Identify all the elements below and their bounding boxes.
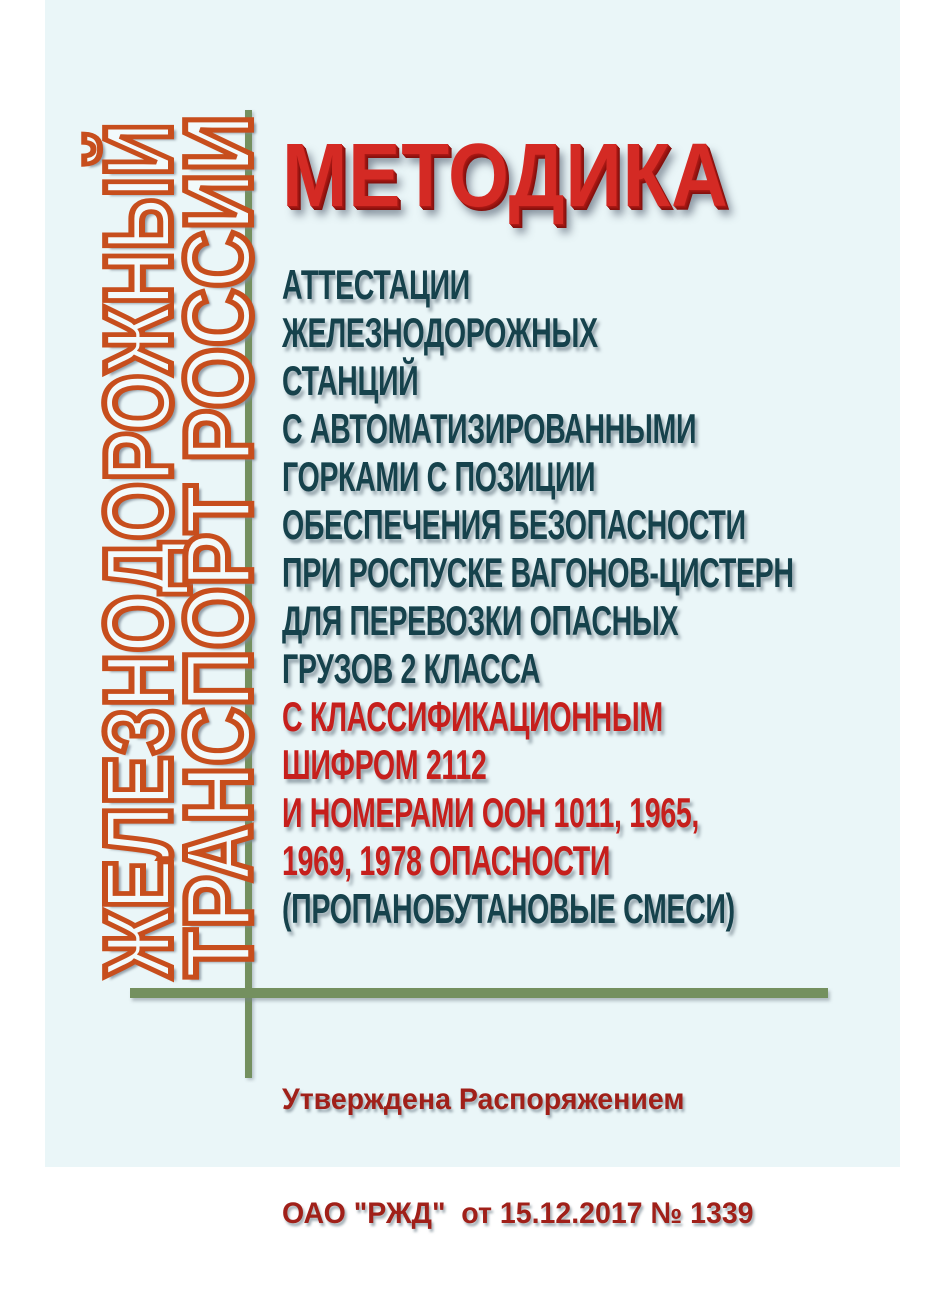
subtitle-line: СТАНЦИЙ [282,357,419,404]
subtitle-line: (ПРОПАНОБУТАНОВЫЕ СМЕСИ) [282,885,735,932]
approval-line: ОАО "РЖД" от 15.12.2017 № 1339 [282,1197,754,1230]
subtitle-line: С КЛАССИФИКАЦИОННЫМ [282,693,663,740]
approval-block [282,1005,754,1309]
spine-text-transport: ТРАНСПОРТ РОССИИ [165,114,272,978]
subtitle-line: И НОМЕРАМИ ООН 1011, 1965, [282,789,700,836]
subtitle-line: ДЛЯ ПЕРЕВОЗКИ ОПАСНЫХ [282,597,679,644]
spine-text-railway: ЖЕЛЕЗНОДОРОЖНЫЙ [85,122,192,978]
subtitle-line: ГОРКАМИ С ПОЗИЦИИ [282,453,596,500]
page-title: МЕТОДИКА [282,126,729,226]
subtitle-line: С АВТОМАТИЗИРОВАННЫМИ [282,405,697,452]
subtitle-line: 1969, 1978 ОПАСНОСТИ [282,837,611,884]
subtitle-line: ПРИ РОСПУСКЕ ВАГОНОВ-ЦИСТЕРН [282,549,794,596]
cover-page [45,0,900,1230]
subtitle-line: ГРУЗОВ 2 КЛАССА [282,645,541,692]
subtitle-line: ОБЕСПЕЧЕНИЯ БЕЗОПАСНОСТИ [282,501,746,548]
subtitle-line: ШИФРОМ 2112 [282,741,487,788]
subtitle-line: АТТЕСТАЦИИ [282,261,470,308]
horizontal-rule [130,988,828,998]
approval-line: Утверждена Распоряжением [282,1083,685,1116]
subtitle-block [282,261,794,933]
subtitle-line: ЖЕЛЕЗНОДОРОЖНЫХ [282,309,598,356]
